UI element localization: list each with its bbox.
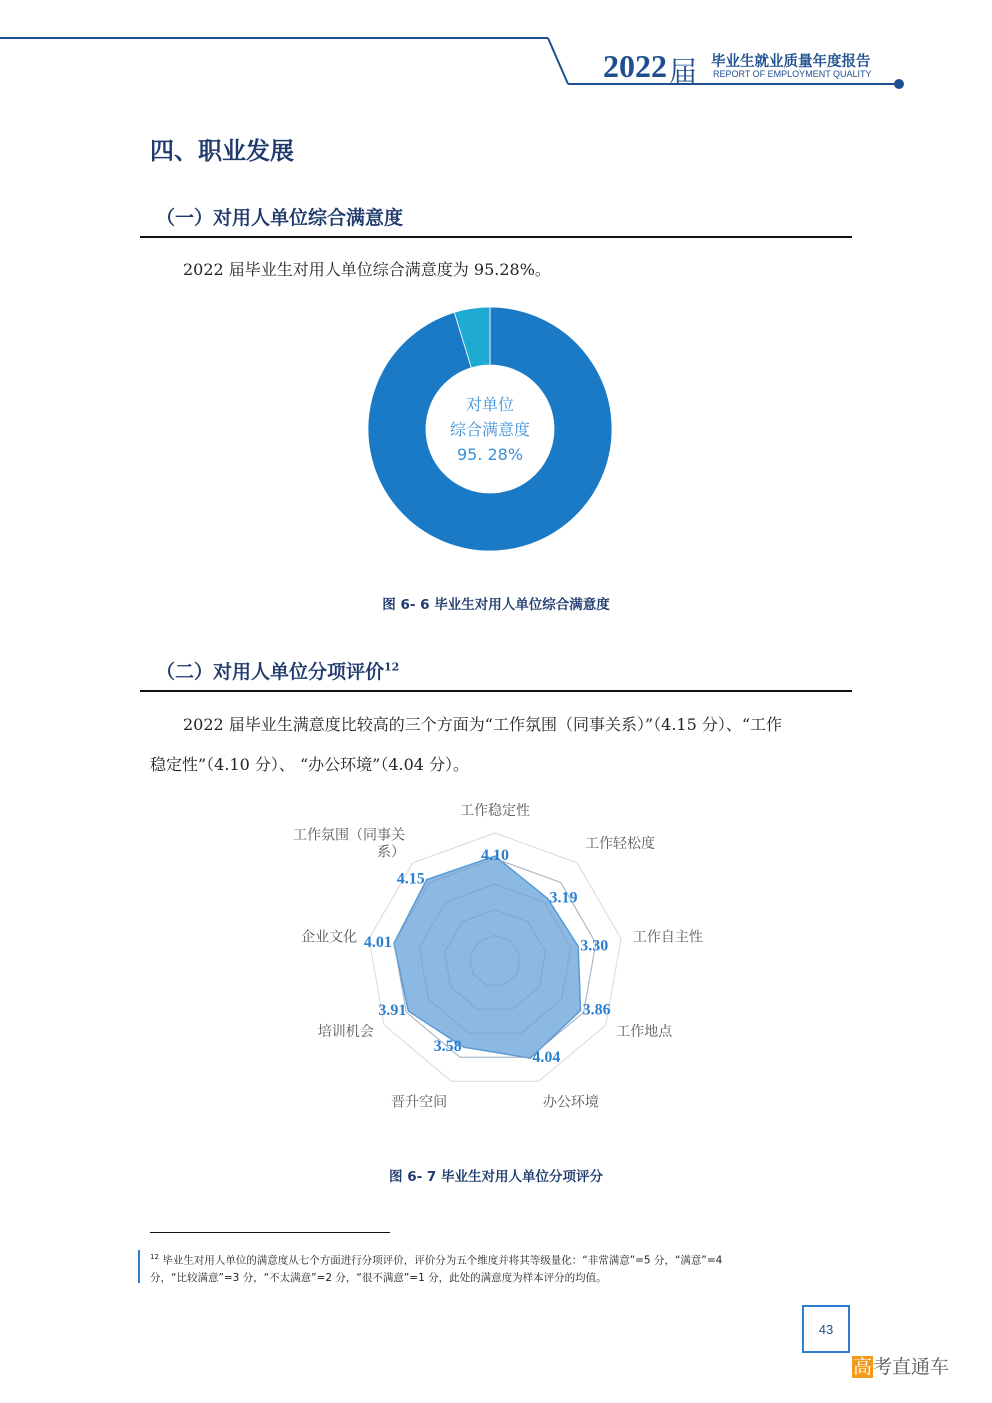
header-rule-diagonal	[544, 37, 604, 87]
radar-category-label: 企业文化	[301, 929, 358, 946]
radar-category-label: 培训机会	[317, 1024, 374, 1040]
header-rule-left	[0, 37, 548, 39]
radar-value-label: 4.04	[532, 1049, 561, 1067]
footnote-line1	[150, 1249, 840, 1270]
header-title-cn: 毕业生就业质量年度报告	[711, 54, 871, 70]
page-number: 43	[802, 1305, 850, 1353]
watermark	[852, 1352, 949, 1379]
radar-category-label: 工作氛围（同事关	[293, 827, 406, 844]
footnote-rule	[150, 1232, 390, 1233]
section-title: 四、职业发展	[150, 136, 294, 165]
radar-category-label: 晋升空间	[391, 1094, 448, 1111]
donut-label-line2: 综合满意度	[449, 420, 530, 439]
watermark-highlight: 高	[853, 1356, 873, 1378]
subsection-rule-1	[140, 236, 852, 238]
subsection-heading-2-text: （二）对用人单位分项评价	[156, 661, 385, 683]
donut-center-label	[420, 392, 560, 467]
radar-value-label: 4.15	[396, 870, 425, 888]
footnote	[150, 1249, 840, 1287]
radar-category-label: 工作稳定性	[460, 803, 530, 819]
watermark-text: 考直通车	[873, 1356, 950, 1378]
paragraph-2-line2: 稳定性”（4.10 分）、 “办公环境”（4.04 分）。	[150, 755, 470, 774]
radar-value-label: 4.01	[363, 934, 392, 952]
footnote-number: 12	[150, 1253, 159, 1261]
footnote-ref: 12	[384, 660, 400, 674]
footnote-line2: 分，“比较满意”=3 分，“不太满意”=2 分，“很不满意”=1 分，此处的满意度为样本评分的均值。	[150, 1271, 607, 1284]
radar-value-label: 3.30	[580, 937, 609, 955]
radar-category-label: 工作地点	[616, 1024, 673, 1040]
header-year: 2022	[603, 48, 667, 84]
donut-label-value: 95. 28%	[456, 445, 524, 464]
radar-category-label: 工作自主性	[632, 929, 703, 946]
radar-category-label: 工作轻松度	[584, 835, 655, 852]
radar-chart	[260, 800, 730, 1120]
footnote-line1-text: 毕业生对用人单位的满意度从七个方面进行分项评价，评价分为五个维度并将其等级量化：“非常满意”=5 分，“满意”=4	[158, 1254, 723, 1267]
radar-value-label: 3.91	[378, 1002, 407, 1020]
radar-value-label: 3.19	[549, 889, 578, 907]
header-title-en: REPORT OF EMPLOYMENT QUALITY	[713, 69, 872, 79]
donut-label-line1: 对单位	[465, 395, 514, 414]
radar-value-label: 3.58	[433, 1038, 462, 1056]
subsection-heading-2	[156, 657, 399, 684]
figure-caption-1: 图 6- 6 毕业生对用人单位综合满意度	[382, 597, 610, 613]
radar-category-label: 办公环境	[542, 1094, 599, 1111]
paragraph-1: 2022 届毕业生对用人单位综合满意度为 95.28%。	[183, 260, 551, 279]
radar-category-label: 系）	[377, 844, 406, 861]
figure-caption-2: 图 6- 7 毕业生对用人单位分项评分	[389, 1169, 603, 1185]
subsection-rule-2	[140, 690, 852, 692]
header-jie: 届	[669, 55, 698, 88]
footnote-bar	[138, 1250, 140, 1283]
subsection-heading-1: （一）对用人单位综合满意度	[156, 207, 404, 229]
paragraph-2-line1: 2022 届毕业生满意度比较高的三个方面为“工作氛围（同事关系）”（4.15 分）、“工作	[183, 715, 783, 734]
radar-value-label: 4.10	[481, 847, 509, 865]
radar-value-label: 3.86	[582, 1001, 611, 1019]
header-dot	[894, 79, 904, 89]
